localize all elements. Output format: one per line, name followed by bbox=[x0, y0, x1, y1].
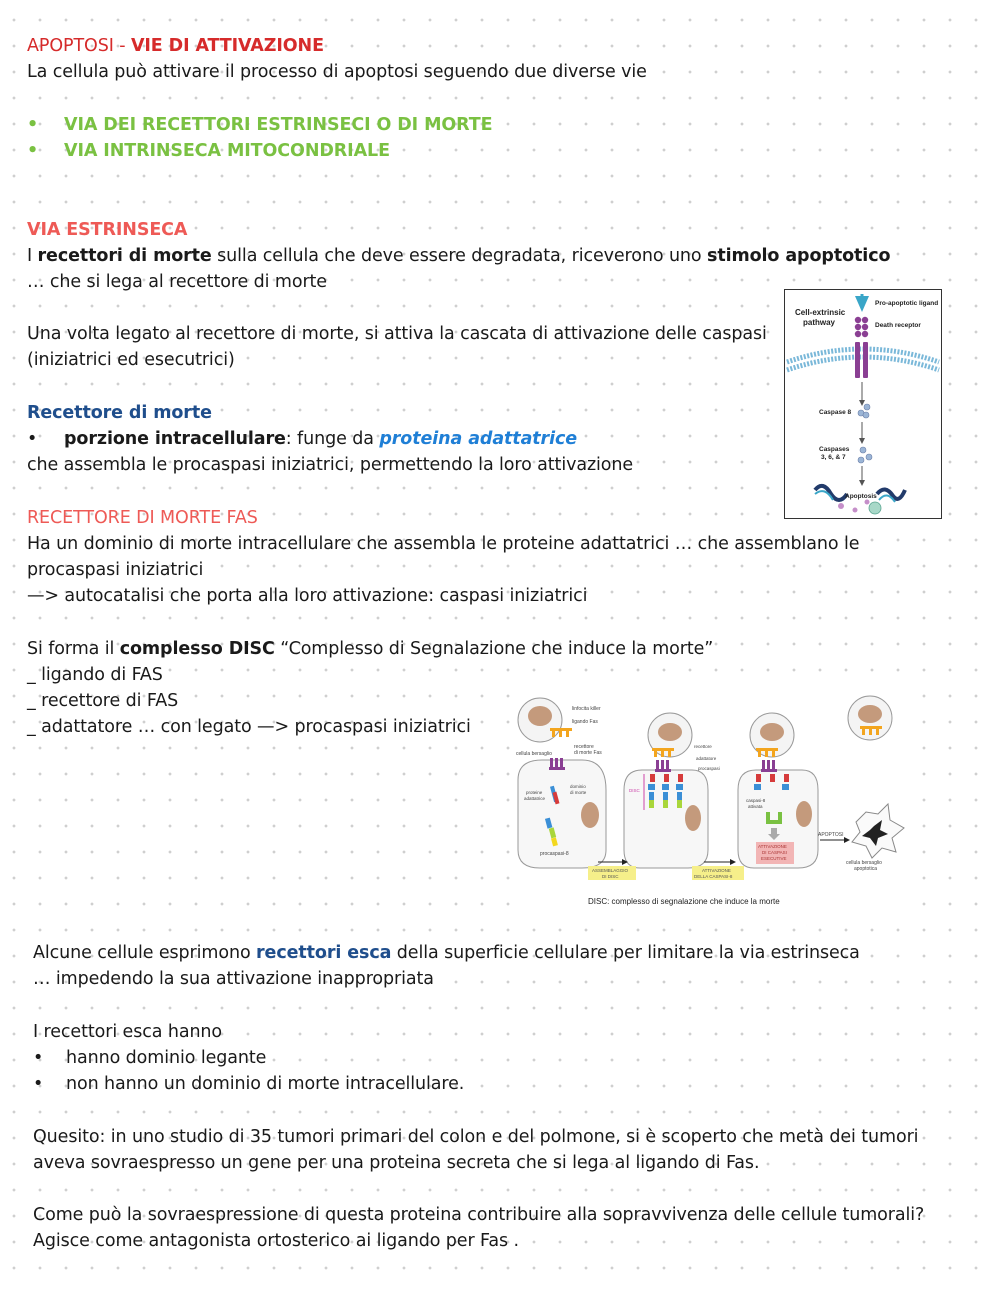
nucleus bbox=[760, 723, 784, 741]
caspase-bead bbox=[866, 454, 872, 460]
label-casp8-activation-2: DELLA CASPASI-8 bbox=[694, 874, 733, 879]
death-domain-icon bbox=[678, 774, 683, 782]
arrow-head bbox=[859, 480, 865, 486]
caspase-bead bbox=[863, 412, 869, 418]
text-run: I bbox=[27, 246, 38, 266]
extrinsic-paragraph-1-cont: … che si lega al recettore di morte bbox=[27, 272, 327, 292]
disc-item-3: _ adattatore … con legato —> procaspasi iniziatrici bbox=[27, 717, 471, 737]
caspase-bead bbox=[860, 447, 866, 453]
decoy-bullet-2 bbox=[33, 1071, 464, 1097]
arrow-head bbox=[859, 438, 865, 444]
arrow-head bbox=[730, 859, 736, 865]
decoy-bullet-1 bbox=[33, 1045, 266, 1071]
receptor-heading: Recettore di morte bbox=[27, 403, 212, 423]
bleb bbox=[853, 508, 858, 513]
fas-ligand-icon bbox=[652, 748, 674, 757]
disc-line bbox=[27, 636, 713, 662]
apoptotic-body bbox=[869, 502, 881, 514]
apoptosis-label: Apoptosis bbox=[845, 493, 877, 500]
label-apoptosis: APOPTOSI bbox=[818, 832, 844, 838]
way-label: VIA DEI RECETTORI ESTRINSECI O DI MORTE bbox=[64, 115, 493, 135]
text-run: sulla cellula che deve essere degradata, riceverono uno bbox=[211, 246, 707, 266]
way-item-2 bbox=[27, 138, 390, 164]
way-label: VIA INTRINSECA MITOCONDRIALE bbox=[64, 141, 390, 161]
arrow-head bbox=[844, 837, 850, 843]
ligand-icon bbox=[855, 296, 869, 312]
pathway-label-1: Cell-extrinsic bbox=[795, 308, 846, 317]
procaspase-icon bbox=[663, 800, 668, 808]
bullet-dot: • bbox=[33, 1074, 44, 1094]
death-domain-icon bbox=[650, 774, 655, 782]
receptor-bead bbox=[862, 317, 868, 323]
procaspase-icon bbox=[677, 792, 682, 800]
text-run-bold: complesso DISC bbox=[119, 639, 275, 659]
way-item-1 bbox=[27, 112, 492, 138]
extrinsic-paragraph-2-cont: (iniziatrici ed esecutrici) bbox=[27, 350, 235, 370]
death-domain-icon bbox=[664, 774, 669, 782]
adapter-icon bbox=[676, 784, 683, 790]
label-apoptotic-cell-2: apoptotica bbox=[854, 866, 878, 872]
label-exec-1: ATTIVAZIONE bbox=[758, 844, 787, 849]
label-adapter: adattatore bbox=[696, 756, 717, 761]
title-prefix: APOPTOSI - bbox=[27, 36, 131, 56]
caspase-bead bbox=[864, 404, 870, 410]
extrinsic-pathway-diagram bbox=[785, 290, 941, 518]
text-run: Alcune cellule esprimono bbox=[33, 943, 257, 963]
text-run-blue: proteina adattatrice bbox=[379, 429, 578, 449]
text-run: della superficie cellulare per limitare la via estrinseca bbox=[391, 943, 860, 963]
bleb bbox=[865, 500, 870, 505]
adapter-icon bbox=[662, 784, 669, 790]
label-disc-assembly-1: ASSEMBLAGGIO bbox=[592, 868, 629, 873]
text-run-bold: recettori di morte bbox=[37, 246, 212, 266]
receptor-bead bbox=[855, 331, 861, 337]
label-killer: linfocita killer bbox=[572, 706, 601, 712]
section-heading-extrinsic: VIA ESTRINSECA bbox=[27, 220, 188, 240]
receptor-label: Death receptor bbox=[875, 322, 921, 329]
label-caspase-active-2: attivata bbox=[748, 804, 763, 809]
bullet-text: non hanno un dominio di morte intracellulare. bbox=[66, 1074, 465, 1094]
decoy-paragraph-1 bbox=[33, 940, 860, 966]
label-receptor: recettore bbox=[694, 744, 712, 749]
decoy-paragraph-2: I recettori esca hanno bbox=[33, 1022, 223, 1042]
fas-line-2: procaspasi iniziatrici bbox=[27, 560, 204, 580]
fas-ligand-icon bbox=[860, 726, 882, 735]
question-line-3: Come può la sovraespressione di questa proteina contribuire alla sopravvivenza delle cellule tumorali? bbox=[33, 1205, 925, 1225]
label-caspase-active-1: caspasi-8 bbox=[746, 798, 766, 803]
intro-text: La cellula può attivare il processo di apoptosi seguendo due diverse vie bbox=[27, 62, 647, 82]
receptor-bead bbox=[855, 317, 861, 323]
text-run: “Complesso di Segnalazione che induce la morte” bbox=[274, 639, 714, 659]
label-procaspases: procaspasi bbox=[698, 766, 720, 771]
procaspase-icon bbox=[663, 792, 668, 800]
label-death-domain-1: dominio bbox=[570, 784, 586, 789]
nucleus bbox=[685, 805, 701, 831]
procaspase-icon bbox=[677, 800, 682, 808]
label-death-domain-2: di morte bbox=[570, 790, 587, 795]
death-receptor-icon bbox=[761, 760, 777, 772]
label-adapter-protein-2: adattatrice bbox=[524, 796, 546, 801]
caspase367-label-2: 3, 6, & 7 bbox=[821, 454, 846, 461]
label-death-receptor-1: recettore bbox=[574, 744, 594, 750]
answer-line: Agisce come antagonista ortosterico ai ligando per Fas . bbox=[33, 1231, 519, 1251]
adapter-icon bbox=[782, 784, 789, 790]
fas-line-3: —> autocatalisi che porta alla loro attivazione: caspasi iniziatrici bbox=[27, 586, 588, 606]
procaspase-icon bbox=[649, 800, 654, 808]
adapter-icon bbox=[648, 784, 655, 790]
nucleus bbox=[581, 802, 599, 828]
caspase8-label: Caspase 8 bbox=[819, 409, 852, 416]
label-procaspase: procaspasi-8 bbox=[540, 851, 569, 857]
receptor-tail bbox=[855, 342, 860, 378]
death-receptor-icon bbox=[549, 758, 565, 770]
bullet-dot: • bbox=[27, 429, 38, 449]
label-exec-3: ESECUTIVE bbox=[761, 856, 787, 861]
death-domain-icon bbox=[770, 774, 775, 782]
decoy-paragraph-1-cont: … impedendo la sua attivazione inappropriata bbox=[33, 969, 434, 989]
disc-item-1: _ ligando di FAS bbox=[27, 665, 163, 685]
fas-ligand-icon bbox=[550, 728, 572, 737]
text-run-bold: stimolo apoptotico bbox=[707, 246, 891, 266]
extrinsic-paragraph-1 bbox=[27, 243, 890, 269]
text-run: : funge da bbox=[285, 429, 380, 449]
bullet-dot: • bbox=[27, 141, 39, 161]
fas-ligand-icon bbox=[756, 748, 778, 757]
nucleus bbox=[528, 706, 552, 726]
label-exec-2: DI CASPASI bbox=[762, 850, 787, 855]
extrinsic-pathway-figure bbox=[784, 289, 942, 519]
nucleus bbox=[858, 705, 882, 723]
label-adapter-protein-1: proteine bbox=[526, 790, 543, 795]
label-disc: DISC bbox=[629, 788, 640, 793]
death-domain-icon bbox=[784, 774, 789, 782]
caspase-bead bbox=[858, 457, 864, 463]
adapter-icon bbox=[754, 784, 761, 790]
text-run-blue-bold: recettori esca bbox=[256, 943, 392, 963]
receptor-tail bbox=[863, 342, 868, 378]
extrinsic-paragraph-2: Una volta legato al recettore di morte, si attiva la cascata di attivazione delle caspasi bbox=[27, 324, 767, 344]
label-target-cell: cellula bersaglio bbox=[516, 751, 552, 757]
receptor-bullet-cont: che assembla le procaspasi iniziatrici, permettendo la loro attivazione bbox=[27, 455, 634, 475]
question-line-2: aveva sovraespresso un gene per una proteina secreta che si lega al ligando di Fas. bbox=[33, 1153, 760, 1173]
arrow-head bbox=[859, 400, 865, 406]
receptor-bead bbox=[862, 324, 868, 330]
nucleus bbox=[658, 723, 682, 741]
ligand-label: Pro-apoptotic ligand bbox=[875, 300, 939, 307]
bullet-text: hanno dominio legante bbox=[66, 1048, 267, 1068]
bullet-dot: • bbox=[27, 115, 39, 135]
bleb bbox=[838, 503, 844, 509]
disc-figure bbox=[512, 690, 922, 912]
text-run: Si forma il bbox=[27, 639, 120, 659]
title-main: VIE DI ATTIVAZIONE bbox=[130, 36, 324, 56]
page-title bbox=[27, 33, 324, 59]
caspase367-label-1: Caspases bbox=[819, 446, 850, 453]
label-apoptotic-cell-1: cellula bersaglio bbox=[846, 860, 882, 866]
disc-caption: DISC: complesso di segnalazione che induce la morte bbox=[588, 897, 780, 906]
receptor-bead bbox=[862, 331, 868, 337]
fas-line-1: Ha un dominio di morte intracellulare che assembla le proteine adattatrici … che assemblano le bbox=[27, 534, 860, 554]
procaspase-icon bbox=[649, 792, 654, 800]
disc-item-2: _ recettore di FAS bbox=[27, 691, 179, 711]
receptor-bead bbox=[855, 324, 861, 330]
receptor-bullet bbox=[27, 426, 577, 452]
label-fas-ligand: ligando Fas bbox=[572, 719, 598, 725]
pathway-label-2: pathway bbox=[803, 318, 836, 327]
section-heading-fas: RECETTORE DI MORTE FAS bbox=[27, 508, 258, 528]
death-domain-icon bbox=[756, 774, 761, 782]
label-disc-assembly-2: DI DISC bbox=[602, 874, 619, 879]
label-casp8-activation-1: ATTIVAZIONE bbox=[702, 868, 731, 873]
label-death-receptor-2: di morte Fas bbox=[574, 750, 602, 756]
death-receptor-icon bbox=[655, 760, 671, 772]
nucleus bbox=[796, 801, 812, 827]
disc-diagram bbox=[512, 690, 922, 912]
text-run-bold: porzione intracellulare bbox=[64, 429, 286, 449]
question-line-1: Quesito: in uno studio di 35 tumori primari del colon e del polmone, si è scoperto che metà dei tumori bbox=[33, 1127, 919, 1147]
bullet-dot: • bbox=[33, 1048, 44, 1068]
